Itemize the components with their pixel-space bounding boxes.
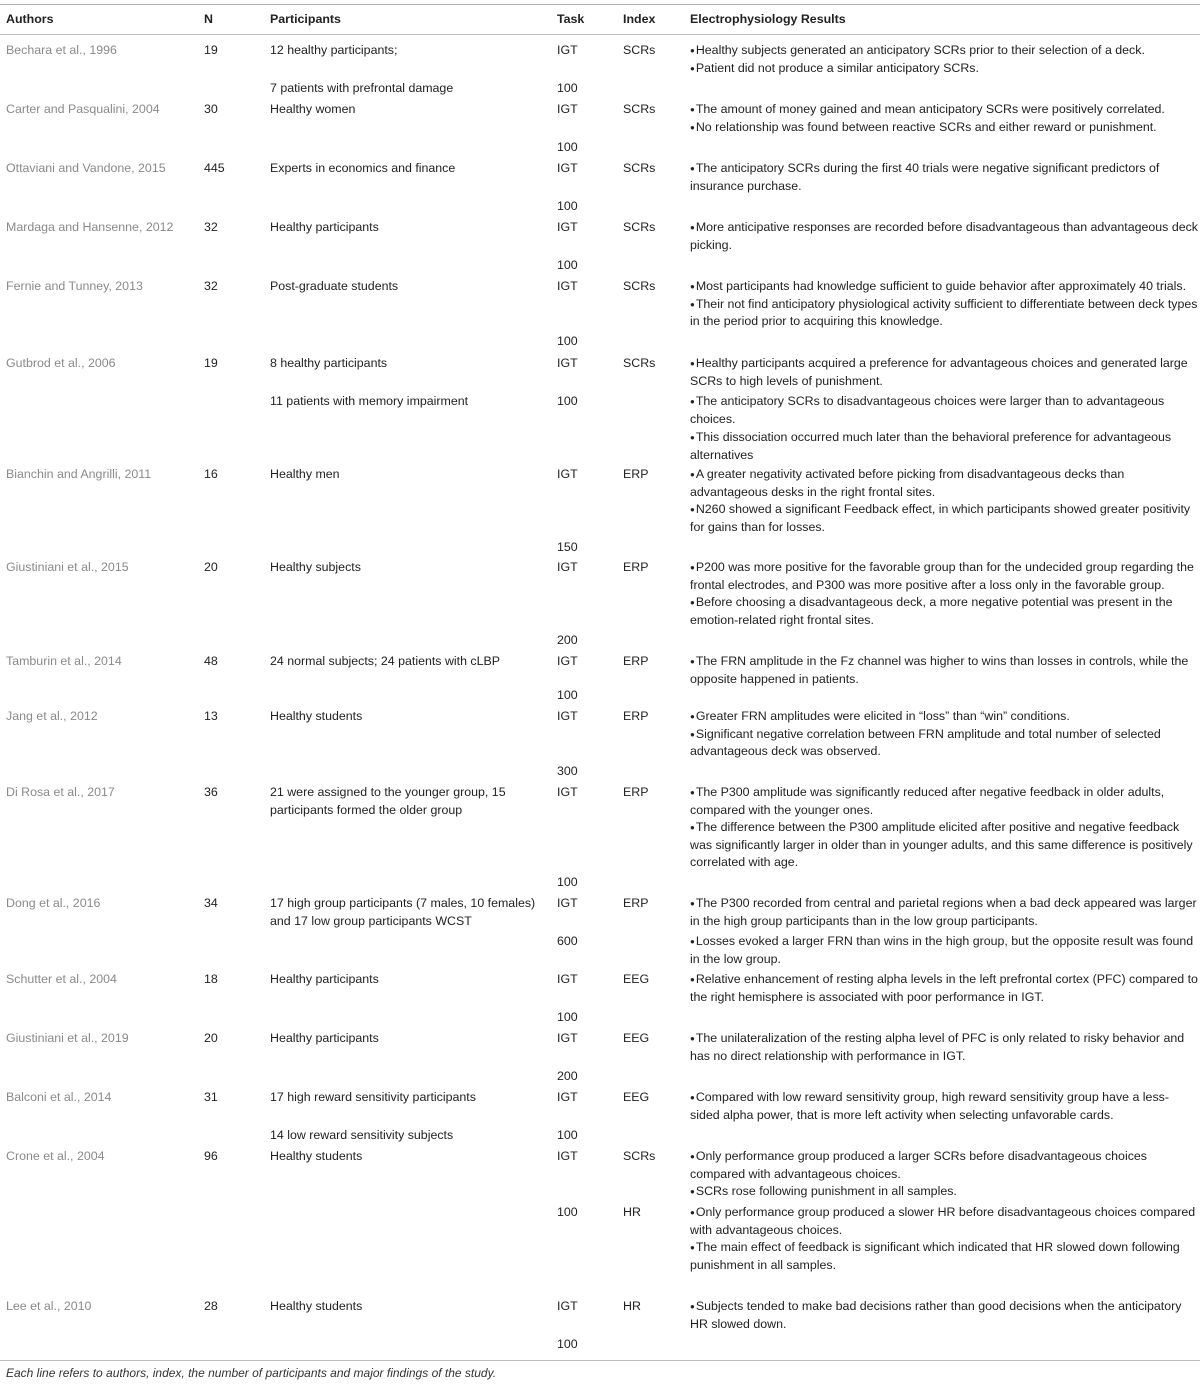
result-text: The main effect of feedback is significant which indicated that HR slowed down following punishment in all samples. <box>690 1240 1180 1272</box>
index-cell: HR <box>623 1299 641 1313</box>
result-text: Greater FRN amplitudes were elicited in “loss” than “win” conditions. <box>695 709 1070 723</box>
result-text: Healthy subjects generated an anticipatory SCRs prior to their selection of a deck. <box>695 43 1145 57</box>
task-cell: IGT <box>557 785 578 799</box>
participants-cell: Healthy subjects <box>270 560 361 574</box>
result-text: The FRN amplitude in the Fz channel was higher to wins than losses in controls, while the opposite happened in patients. <box>690 654 1189 686</box>
result-text: P200 was more positive for the favorable group than for the undecided group regarding the frontal electrodes, and P300 was more positive after a loss only in the favorable group. <box>690 560 1194 592</box>
result-text: More anticipative responses are recorded before disadvantageous than advantageous deck picking. <box>690 220 1198 252</box>
task-cell: 100 <box>557 1337 578 1351</box>
author-cell: Crone et al., 2004 <box>6 1149 105 1163</box>
n-cell: 16 <box>204 467 218 481</box>
n-cell: 32 <box>204 220 218 234</box>
n-cell: 18 <box>204 972 218 986</box>
index-cell: EEG <box>623 972 650 986</box>
task-cell: IGT <box>557 356 578 370</box>
result-text: Healthy participants acquired a preference for advantageous choices and generated large SCRs to high levels of punishment. <box>690 356 1188 388</box>
index-cell: ERP <box>623 467 649 481</box>
result-item <box>690 819 1198 872</box>
result-item <box>690 1204 1198 1239</box>
participants-cell: 17 high reward sensitivity participants <box>270 1090 476 1104</box>
result-item <box>690 160 1198 195</box>
task-cell: IGT <box>557 972 578 986</box>
result-item <box>690 594 1198 629</box>
index-cell: SCRs <box>623 220 656 234</box>
task-cell: IGT <box>557 279 578 293</box>
participants-cell: Healthy participants <box>270 972 379 986</box>
result-text: The anticipatory SCRs to disadvantageous choices were larger than to advantageous choices. <box>690 394 1165 426</box>
n-cell: 20 <box>204 1031 218 1045</box>
result-text: Only performance group produced a slower HR before disadvantageous choices compared with advantageous choices. <box>690 1205 1196 1237</box>
result-text: Before choosing a disadvantageous deck, a more negative potential was present in the emotion-related right frontal sites. <box>690 595 1173 627</box>
author-cell: Giustiniani et al., 2019 <box>6 1031 129 1045</box>
result-item <box>690 971 1198 1006</box>
result-text: Their not find anticipatory physiological activity sufficient to differentiate between deck types in the period prior to acquiring this knowledge. <box>690 296 1198 328</box>
participants-cell: Experts in economics and finance <box>270 161 456 175</box>
author-cell: Bianchin and Angrilli, 2011 <box>6 467 152 481</box>
result-item <box>690 1183 1198 1201</box>
result-item <box>690 653 1198 688</box>
author-cell: Lee et al., 2010 <box>6 1299 92 1313</box>
author-cell: Schutter et al., 2004 <box>6 972 117 986</box>
task-cell: 100 <box>557 394 578 408</box>
n-cell: 96 <box>204 1149 218 1163</box>
result-text: The P300 amplitude was significantly reduced after negative feedback in older adults, compared with the younger ones. <box>690 785 1165 817</box>
result-text: Losses evoked a larger FRN than wins in the high group, but the opposite result was found in the low group. <box>690 934 1194 966</box>
author-cell: Jang et al., 2012 <box>6 709 98 723</box>
index-cell: SCRs <box>623 102 656 116</box>
participants-cell: Healthy participants <box>270 1031 379 1045</box>
participants-cell: Healthy women <box>270 102 356 116</box>
task-cell: 100 <box>557 1128 578 1142</box>
n-cell: 13 <box>204 709 218 723</box>
task-cell: 600 <box>557 934 578 948</box>
author-cell: Giustiniani et al., 2015 <box>6 560 129 574</box>
header-participants: Participants <box>270 12 341 26</box>
task-cell: IGT <box>557 1149 578 1163</box>
participants-cell: Post-graduate students <box>270 279 399 293</box>
task-cell: 100 <box>557 140 578 154</box>
participants-cell: Healthy students <box>270 1149 363 1163</box>
result-text: The unilateralization of the resting alpha level of PFC is only related to risky behavior and has no direct relationship with performance in IGT. <box>690 1031 1185 1063</box>
participants-cell: Healthy men <box>270 467 340 481</box>
n-cell: 30 <box>204 102 218 116</box>
result-text: A greater negativity activated before picking from disadvantageous decks than advantageous desks in the right frontal sites. <box>690 467 1125 499</box>
participants-cell: Healthy students <box>270 1299 363 1313</box>
result-item <box>690 355 1198 390</box>
header-rule <box>0 34 1200 35</box>
participants-cell: 14 low reward sensitivity subjects <box>270 1128 454 1142</box>
result-text: Patient did not produce a similar anticipatory SCRs. <box>695 60 979 75</box>
result-item <box>690 1089 1198 1124</box>
index-cell: SCRs <box>623 1149 656 1163</box>
result-item <box>690 296 1198 331</box>
author-cell: Carter and Pasqualini, 2004 <box>6 102 160 116</box>
result-item <box>690 60 1198 78</box>
task-cell: 150 <box>557 540 578 554</box>
result-item <box>690 895 1198 930</box>
index-cell: ERP <box>623 654 649 668</box>
task-cell: IGT <box>557 560 578 574</box>
author-cell: Mardaga and Hansenne, 2012 <box>6 220 174 234</box>
author-cell: Ottaviani and Vandone, 2015 <box>6 161 166 175</box>
result-text: Compared with low reward sensitivity group, high reward sensitivity group have a less-sided alpha power, that is more left activity when selecting unfavorable cards. <box>690 1090 1169 1122</box>
author-cell: Tamburin et al., 2014 <box>6 654 122 668</box>
index-cell: ERP <box>623 785 649 799</box>
result-item <box>690 1030 1198 1065</box>
task-cell: 100 <box>557 334 578 348</box>
result-text: The anticipatory SCRs during the first 40 trials were negative significant predictors of insurance purchase. <box>690 161 1160 193</box>
result-text: The difference between the P300 amplitude elicited after positive and negative feedback was significantly larger in older than in younger adults, and this same difference is positively correlated with age. <box>690 820 1193 869</box>
result-item <box>690 466 1198 501</box>
task-cell: 300 <box>557 764 578 778</box>
result-item <box>690 1239 1198 1274</box>
participants-cell: 17 high group participants (7 males, 10 females) and 17 low group participants WCST <box>270 896 536 928</box>
task-cell: IGT <box>557 102 578 116</box>
result-item <box>690 101 1198 119</box>
task-cell: IGT <box>557 654 578 668</box>
result-item <box>690 42 1198 60</box>
task-cell: 100 <box>557 875 578 889</box>
n-cell: 34 <box>204 896 218 910</box>
participants-cell: 11 patients with memory impairment <box>270 394 469 408</box>
task-cell: IGT <box>557 1031 578 1045</box>
index-cell: SCRs <box>623 356 656 370</box>
result-text: Significant negative correlation between FRN amplitude and total number of selected advantageous deck was observed. <box>690 726 1161 758</box>
author-cell: Bechara et al., 1996 <box>6 43 117 57</box>
participants-cell: Healthy students <box>270 709 363 723</box>
author-cell: Fernie and Tunney, 2013 <box>6 279 143 293</box>
header-results: Electrophysiology Results <box>690 12 846 26</box>
result-item <box>690 501 1198 536</box>
author-cell: Balconi et al., 2014 <box>6 1090 112 1104</box>
result-item <box>690 784 1198 819</box>
index-cell: ERP <box>623 896 649 910</box>
n-cell: 48 <box>204 654 218 668</box>
task-cell: IGT <box>557 467 578 481</box>
index-cell: SCRs <box>623 43 656 57</box>
author-cell: Gutbrod et al., 2006 <box>6 356 116 370</box>
n-cell: 20 <box>204 560 218 574</box>
result-text: Most participants had knowledge sufficient to guide behavior after approximately 40 trials. <box>695 279 1187 293</box>
task-cell: IGT <box>557 1299 578 1313</box>
result-text: No relationship was found between reactive SCRs and either reward or punishment. <box>695 119 1157 134</box>
n-cell: 445 <box>204 161 225 175</box>
header-task: Task <box>557 12 585 26</box>
index-cell: SCRs <box>623 279 656 293</box>
task-cell: 100 <box>557 1205 578 1219</box>
result-item <box>690 1298 1198 1333</box>
result-text: Subjects tended to make bad decisions rather than good decisions when the anticipatory HR slowed down. <box>690 1299 1182 1331</box>
task-cell: 100 <box>557 1010 578 1024</box>
result-item <box>690 1148 1198 1183</box>
result-item <box>690 393 1198 428</box>
result-text: SCRs rose following punishment in all samples. <box>695 1184 957 1198</box>
result-item <box>690 708 1198 726</box>
task-cell: 100 <box>557 199 578 213</box>
task-cell: IGT <box>557 220 578 234</box>
header-authors: Authors <box>6 12 54 26</box>
index-cell: HR <box>623 1205 641 1219</box>
task-cell: 100 <box>557 81 578 95</box>
task-cell: 100 <box>557 258 578 272</box>
task-cell: IGT <box>557 43 578 57</box>
n-cell: 32 <box>204 279 218 293</box>
table-bottom-rule <box>0 1360 1200 1361</box>
index-cell: EEG <box>623 1031 650 1045</box>
result-item <box>690 219 1198 254</box>
result-text: The P300 recorded from central and parietal regions when a bad deck appeared was larger in the high group participants than in the low group participants. <box>690 896 1197 928</box>
n-cell: 36 <box>204 785 218 799</box>
participants-cell: 12 healthy participants; <box>270 43 398 57</box>
header-index: Index <box>623 12 656 26</box>
task-cell: IGT <box>557 896 578 910</box>
task-cell: IGT <box>557 709 578 723</box>
participants-cell: 24 normal subjects; 24 patients with cLBP <box>270 654 501 668</box>
result-text: This dissociation occurred much later than the behavioral preference for advantageous alternatives <box>690 430 1172 462</box>
participants-cell: Healthy participants <box>270 220 379 234</box>
result-text: Relative enhancement of resting alpha levels in the left prefrontal cortex (PFC) compared to the right hemisphere is associated with poor performance in IGT. <box>690 972 1198 1004</box>
participants-cell: 7 patients with prefrontal damage <box>270 81 454 95</box>
result-item <box>690 726 1198 761</box>
table-footnote: Each line refers to authors, index, the number of participants and major findings of the study. <box>6 1366 497 1380</box>
table-top-rule <box>0 4 1200 5</box>
n-cell: 28 <box>204 1299 218 1313</box>
result-item <box>690 933 1198 968</box>
result-item <box>690 429 1198 464</box>
n-cell: 19 <box>204 356 218 370</box>
index-cell: ERP <box>623 709 649 723</box>
participants-cell: 21 were assigned to the younger group, 15 participants formed the older group <box>270 785 506 817</box>
index-cell: EEG <box>623 1090 650 1104</box>
participants-cell: 8 healthy participants <box>270 356 388 370</box>
result-item <box>690 119 1198 137</box>
task-cell: IGT <box>557 1090 578 1104</box>
result-text: The amount of money gained and mean anticipatory SCRs were positively correlated. <box>695 102 1165 116</box>
task-cell: 200 <box>557 633 578 647</box>
result-text: Only performance group produced a larger SCRs before disadvantageous choices compared with advantageous choices. <box>690 1149 1147 1181</box>
header-n: N <box>204 12 213 26</box>
n-cell: 19 <box>204 43 218 57</box>
n-cell: 31 <box>204 1090 218 1104</box>
task-cell: 200 <box>557 1069 578 1083</box>
index-cell: SCRs <box>623 161 656 175</box>
task-cell: 100 <box>557 688 578 702</box>
result-text: N260 showed a significant Feedback effect, in which participants showed greater positivity for gains than for losses. <box>690 502 1191 534</box>
author-cell: Dong et al., 2016 <box>6 896 101 910</box>
author-cell: Di Rosa et al., 2017 <box>6 785 115 799</box>
index-cell: ERP <box>623 560 649 574</box>
result-item <box>690 559 1198 594</box>
result-item <box>690 278 1198 296</box>
task-cell: IGT <box>557 161 578 175</box>
